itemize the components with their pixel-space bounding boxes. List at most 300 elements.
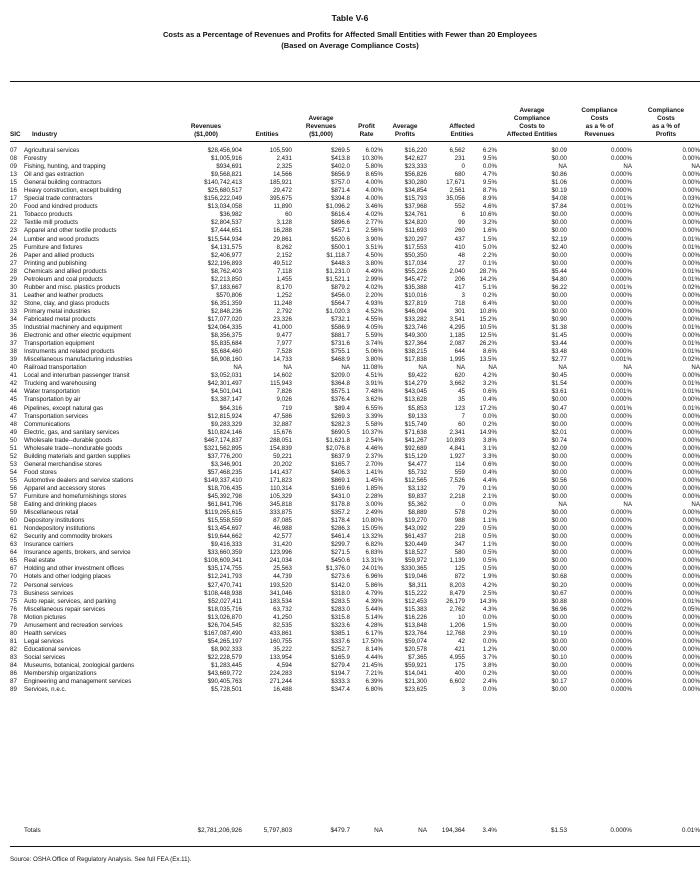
cell-avg-revenues: $376.4 [331, 396, 350, 404]
cell-revenues: $43,669,772 [207, 670, 242, 678]
cell-affected-entities: 8,203 [449, 581, 465, 589]
cell-entities: 29,861 [273, 235, 292, 243]
cell-affected-pct: 5.1% [482, 283, 497, 291]
cell-sic-code: 55 [10, 476, 17, 484]
cell-sic-code: 09 [10, 163, 17, 171]
totals-profit-rate: NA [374, 827, 383, 834]
cell-affected-entities: 35 [458, 396, 465, 404]
cell-entities: 41,250 [273, 613, 292, 621]
cell-revenues: $108,609,341 [204, 557, 242, 565]
cell-industry-name: Security and commodity brokers [24, 533, 113, 541]
cell-affected-pct: 14.3% [479, 597, 497, 605]
cell-avg-compliance-costs: $0.20 [551, 581, 567, 589]
cell-revenues: $7,183,667 [211, 283, 242, 291]
header-industry: Industry [32, 131, 58, 138]
table-row [10, 557, 700, 565]
cell-costs-pct-revenues: 0.000% [611, 662, 632, 669]
cell-avg-compliance-costs: $3.61 [551, 388, 567, 396]
cell-affected-pct: 0.6% [482, 388, 497, 396]
cell-industry-name: Leather and leather products [24, 291, 104, 299]
cell-revenues: $25,680,517 [207, 187, 242, 195]
cell-costs-pct-profits: 0.00% [682, 420, 700, 428]
cell-revenues: $108,448,938 [204, 589, 242, 597]
cell-avg-revenues: $413.8 [331, 155, 350, 163]
cell-profit-rate: 4.02% [365, 283, 383, 291]
cell-avg-compliance-costs: $0.00 [551, 291, 567, 299]
cell-revenues: $167,087,490 [204, 629, 242, 637]
cell-affected-entities: 1,927 [449, 452, 465, 460]
cell-avg-revenues: $282.3 [331, 420, 350, 428]
cell-industry-name: Tobacco products [24, 211, 73, 219]
cell-entities: 60 [285, 211, 292, 219]
cell-avg-compliance-costs: $0.00 [551, 299, 567, 307]
cell-avg-compliance-costs: $0.67 [551, 589, 567, 597]
cell-costs-pct-profits: 0.00% [682, 412, 700, 420]
cell-industry-name: Petroleum and coal products [24, 275, 103, 283]
cell-avg-revenues: $402.0 [331, 163, 350, 171]
cell-revenues: $934,691 [216, 163, 242, 171]
cell-costs-pct-profits: 0.00% [682, 533, 700, 541]
cell-affected-pct: 3.7% [482, 653, 497, 661]
cell-revenues: $2,804,537 [211, 219, 242, 227]
totals-avg-profits: NA [418, 827, 427, 834]
cell-industry-name: Local and interurban passenger transit [24, 372, 130, 380]
cell-revenues: $4,131,575 [211, 243, 242, 251]
cell-affected-pct: 4.4% [482, 476, 497, 484]
cell-avg-compliance-costs: $3.48 [551, 348, 567, 356]
cell-costs-pct-profits: 0.00% [682, 452, 700, 460]
cell-revenues: $467,174,837 [204, 436, 242, 444]
cell-entities: 7,118 [276, 267, 292, 275]
cell-costs-pct-revenues: 0.000% [611, 460, 632, 468]
cell-avg-compliance-costs: $0.00 [551, 517, 567, 525]
cell-avg-compliance-costs: $0.56 [551, 476, 567, 484]
cell-affected-entities: 0 [461, 163, 465, 171]
cell-affected-entities: 231 [454, 155, 465, 163]
cell-revenues: $8,762,403 [211, 267, 242, 275]
cell-avg-profits: $37,968 [404, 203, 427, 211]
cell-affected-pct: 3.1% [482, 444, 497, 452]
cell-affected-pct: 0.0% [482, 686, 497, 694]
cell-profit-rate: 2.54% [365, 436, 383, 444]
cell-revenues: $42,301,497 [207, 380, 242, 388]
cell-revenues: $5,728,501 [211, 686, 242, 694]
cell-revenues: $24,064,335 [207, 324, 242, 332]
cell-costs-pct-revenues: 0.000% [611, 396, 632, 404]
cell-entities: 1,252 [276, 291, 292, 299]
cell-avg-compliance-costs: $0.00 [551, 219, 567, 227]
cell-industry-name: Insurance carriers [24, 541, 74, 549]
cell-affected-pct: 10.6% [479, 211, 497, 219]
cell-costs-pct-revenues: 0.000% [611, 428, 632, 436]
cell-sic-code: 70 [10, 573, 17, 581]
cell-entities: 42,577 [273, 533, 292, 541]
cell-avg-compliance-costs: $0.00 [551, 227, 567, 235]
cell-profit-rate: 6.55% [365, 404, 383, 412]
cell-entities: 224,283 [269, 670, 292, 678]
cell-affected-pct: 10.8% [479, 307, 497, 315]
cell-affected-pct: 3.3% [482, 452, 497, 460]
cell-entities: 11,890 [273, 203, 292, 211]
cell-entities: 333,875 [269, 509, 292, 517]
cell-costs-pct-revenues: 0.000% [611, 452, 632, 460]
cell-avg-profits: $12,453 [404, 597, 427, 605]
cell-profit-rate: 6.82% [365, 541, 383, 549]
cell-costs-pct-profits: 0.00% [682, 549, 700, 557]
cell-sic-code: 56 [10, 484, 17, 492]
cell-costs-pct-profits: 0.00% [682, 147, 700, 154]
table-row [10, 598, 700, 606]
cell-entities: 193,520 [269, 581, 292, 589]
table-row [10, 356, 700, 364]
cell-industry-name: Health services [24, 629, 67, 637]
cell-industry-name: Food and kindred products [24, 203, 98, 211]
table-row [10, 565, 700, 573]
cell-avg-compliance-costs: $0.00 [551, 557, 567, 565]
cell-avg-revenues: $1,376.0 [325, 565, 350, 573]
cell-affected-entities: 2,341 [449, 428, 465, 436]
cell-avg-revenues: $732.1 [331, 315, 350, 323]
cell-revenues: $321,562,895 [204, 444, 242, 452]
cell-sic-code: 17 [10, 195, 17, 203]
cell-entities: 4,594 [276, 662, 292, 669]
cell-costs-pct-profits: 0.00% [682, 621, 700, 629]
cell-costs-pct-profits: 0.00% [682, 259, 700, 267]
cell-sic-code: 52 [10, 452, 17, 460]
cell-affected-pct: 0.0% [482, 637, 497, 645]
cell-affected-pct: 2.5% [482, 589, 497, 597]
cell-sic-code: 20 [10, 203, 17, 211]
cell-industry-name: Motion pictures [24, 613, 66, 621]
cell-avg-compliance-costs: $0.00 [551, 484, 567, 492]
cell-affected-entities: 1,995 [449, 356, 465, 364]
cell-affected-entities: 437 [454, 235, 465, 243]
table-row [10, 469, 700, 477]
cell-costs-pct-revenues: 0.000% [611, 348, 632, 356]
cell-avg-revenues: $283.0 [331, 605, 350, 613]
cell-avg-profits: $45,472 [404, 275, 427, 283]
cell-costs-pct-revenues: 0.000% [611, 372, 632, 380]
cell-affected-pct: 2.2% [482, 251, 497, 259]
cell-entities: 49,512 [273, 259, 292, 267]
cell-entities: 16,288 [273, 227, 292, 235]
cell-costs-pct-revenues: 0.000% [611, 533, 632, 541]
table-row [10, 429, 700, 437]
cell-avg-compliance-costs: $0.00 [551, 493, 567, 501]
cell-avg-compliance-costs: $0.10 [551, 653, 567, 661]
cell-entities: 2,792 [276, 307, 292, 315]
header-profit-rate: Profit Rate [358, 123, 375, 138]
cell-affected-entities: 4,955 [449, 653, 465, 661]
cell-industry-name: Trucking and warehousing [24, 380, 97, 388]
table-row [10, 405, 700, 413]
cell-avg-revenues: $1,521.1 [325, 275, 350, 283]
cell-sic-code: 73 [10, 589, 17, 597]
cell-affected-entities: 114 [455, 460, 465, 468]
table-row [10, 477, 700, 485]
cell-avg-compliance-costs: $0.00 [551, 637, 567, 645]
cell-affected-pct: 0.2% [482, 670, 497, 678]
cell-affected-entities: 1,185 [449, 332, 465, 340]
cell-avg-profits: $13,848 [404, 621, 427, 629]
cell-avg-compliance-costs: $0.00 [551, 211, 567, 219]
cell-affected-pct: 1.1% [482, 541, 497, 549]
cell-avg-compliance-costs: $0.45 [551, 372, 567, 380]
cell-costs-pct-profits: 0.00% [682, 444, 700, 452]
cell-affected-entities: 206 [454, 275, 465, 283]
table-row [10, 396, 700, 404]
cell-avg-revenues: $586.9 [331, 324, 350, 332]
cell-affected-pct: 0.4% [482, 396, 497, 404]
cell-profit-rate: 4.00% [365, 179, 383, 187]
cell-costs-pct-profits: 0.00% [682, 509, 700, 517]
cell-avg-compliance-costs: $0.00 [551, 307, 567, 315]
cell-revenues: $9,283,329 [211, 420, 242, 428]
cell-avg-profits: $34,854 [404, 187, 427, 195]
cell-affected-pct: 2.4% [482, 678, 497, 686]
cell-entities: 271,244 [269, 678, 292, 686]
cell-costs-pct-profits: 0.02% [682, 283, 700, 291]
cell-avg-compliance-costs: $0.00 [551, 621, 567, 629]
totals-revenues: $2,781,206,926 [197, 827, 242, 834]
cell-avg-compliance-costs: $1.54 [551, 380, 567, 388]
cell-costs-pct-revenues: 0.000% [611, 299, 632, 307]
cell-avg-compliance-costs: $0.00 [551, 460, 567, 468]
cell-costs-pct-profits: 0.05% [682, 605, 700, 613]
cell-profit-rate: 3.80% [365, 356, 383, 364]
cell-affected-pct: 1.1% [482, 517, 497, 525]
cell-avg-revenues: $564.7 [331, 299, 350, 307]
cell-industry-name: Chemicals and allied products [24, 267, 107, 275]
cell-profit-rate: 3.74% [365, 340, 383, 348]
cell-affected-entities: 4,841 [449, 444, 465, 452]
cell-profit-rate: 2.77% [365, 219, 383, 227]
cell-sic-code: 48 [10, 420, 17, 428]
table-row [10, 203, 700, 211]
cell-sic-code: 28 [10, 267, 17, 275]
totals-avg-revenues: $479.7 [330, 827, 350, 834]
cell-affected-entities: 125 [454, 565, 465, 573]
cell-entities: 31,420 [273, 541, 292, 549]
cell-entities: 719 [281, 404, 292, 412]
cell-affected-pct: 15.2% [479, 315, 497, 323]
cell-profit-rate: 15.05% [362, 525, 383, 533]
cell-revenues: $13,454,697 [207, 525, 242, 533]
cell-avg-profits: $30,280 [404, 179, 427, 187]
cell-profit-rate: 10.37% [362, 428, 383, 436]
cell-revenues: $13,034,058 [207, 203, 242, 211]
cell-costs-pct-profits: 0.00% [682, 211, 700, 219]
cell-costs-pct-revenues: 0.001% [611, 356, 632, 364]
cell-affected-pct: 26.2% [479, 340, 497, 348]
cell-sic-code: 35 [10, 324, 17, 332]
cell-costs-pct-profits: 0.00% [682, 307, 700, 315]
cell-affected-pct: 8.9% [482, 195, 497, 203]
cell-affected-pct: 0.5% [482, 549, 497, 557]
table-row [10, 211, 700, 219]
cell-profit-rate: 1.41% [365, 468, 383, 476]
header-affected-entities: Affected Entities [449, 123, 475, 138]
cell-avg-revenues: $323.6 [331, 621, 350, 629]
cell-affected-entities: 2,561 [449, 187, 465, 195]
cell-avg-profits: $46,094 [404, 307, 427, 315]
cell-avg-profits: $41,267 [404, 436, 427, 444]
cell-avg-revenues: $1,096.2 [325, 203, 350, 211]
cell-profit-rate: 11.08% [362, 364, 383, 372]
cell-revenues: $26,704,545 [207, 621, 242, 629]
cell-entities: 63,732 [273, 605, 292, 613]
totals-label: Totals [24, 827, 41, 834]
cell-costs-pct-revenues: 0.000% [611, 179, 632, 187]
cell-avg-profits: $10,016 [404, 291, 427, 299]
cell-affected-entities: 35,056 [446, 195, 465, 203]
cell-revenues: $8,902,333 [211, 645, 242, 653]
cell-affected-entities: 2,040 [449, 267, 465, 275]
cell-entities: 345,818 [269, 501, 292, 509]
cell-costs-pct-revenues: 0.000% [611, 493, 632, 501]
cell-affected-pct: 1.6% [482, 227, 497, 235]
cell-avg-profits: $8,889 [408, 509, 427, 517]
cell-avg-compliance-costs: $0.00 [551, 613, 567, 621]
cell-industry-name: Furniture and fixtures [24, 243, 83, 251]
cell-avg-compliance-costs: $2.09 [551, 444, 567, 452]
cell-avg-profits: $9,133 [408, 412, 427, 420]
cell-sic-code: 58 [10, 501, 17, 509]
cell-costs-pct-profits: 0.00% [682, 686, 700, 694]
cell-industry-name: Nondepository institutions [24, 525, 95, 533]
cell-costs-pct-profits: 0.00% [682, 565, 700, 573]
cell-avg-revenues: $896.6 [331, 219, 350, 227]
cell-industry-name: Lumber and wood products [24, 235, 99, 243]
cell-costs-pct-revenues: 0.000% [611, 621, 632, 629]
cell-sic-code: 76 [10, 605, 17, 613]
header-bottom-rule [10, 141, 700, 142]
cell-industry-name: Rubber and misc. plastics products [24, 283, 121, 291]
table-row [10, 437, 700, 445]
cell-industry-name: Furniture and homefurnishings stores [24, 493, 127, 501]
cell-avg-compliance-costs: $6.96 [551, 605, 567, 613]
cell-affected-pct: 8.7% [482, 187, 497, 195]
subtitle-line-1: Costs as a Percentage of Revenues and Profits for Affected Small Entities with Fewer than 20 Employees [163, 30, 537, 39]
cell-affected-pct: 1.5% [482, 235, 497, 243]
cell-costs-pct-profits: 0.00% [682, 493, 700, 501]
cell-avg-compliance-costs: $0.00 [551, 549, 567, 557]
cell-industry-name: Primary metal industries [24, 307, 91, 315]
cell-avg-profits: $27,364 [404, 340, 427, 348]
cell-entities: 14,566 [273, 171, 292, 179]
cell-avg-revenues: $142.0 [331, 581, 350, 589]
header-avg-profits: Average Profits [392, 123, 418, 138]
cell-avg-profits: $92,689 [404, 444, 427, 452]
table-row [10, 163, 700, 171]
cell-sic-code: 39 [10, 356, 17, 364]
cell-sic-code: 26 [10, 251, 17, 259]
cell-profit-rate: 5.06% [365, 348, 383, 356]
cell-profit-rate: 3.00% [365, 501, 383, 509]
cell-entities: 32,887 [273, 420, 292, 428]
cell-avg-profits: $5,362 [408, 501, 427, 509]
cell-industry-name: Miscellaneous repair services [24, 605, 106, 613]
cell-affected-entities: 12,768 [446, 629, 465, 637]
cell-affected-entities: 48 [458, 251, 465, 259]
cell-avg-profits: $17,553 [404, 243, 427, 251]
cell-costs-pct-revenues: 0.000% [611, 629, 632, 637]
cell-affected-pct: 0.0% [482, 501, 497, 509]
cell-affected-pct: 1.9% [482, 573, 497, 581]
data-table-body [10, 147, 700, 694]
cell-revenues: $45,392,798 [207, 493, 242, 501]
cell-avg-compliance-costs: $4.80 [551, 275, 567, 283]
cell-costs-pct-profits: 0.01% [682, 324, 700, 332]
cell-costs-pct-revenues: NA [623, 364, 632, 372]
cell-avg-revenues: $271.5 [331, 549, 350, 557]
cell-avg-revenues: $431.0 [331, 493, 350, 501]
cell-entities: 23,326 [273, 315, 292, 323]
cell-costs-pct-profits: 0.00% [682, 484, 700, 492]
cell-affected-entities: 79 [458, 484, 465, 492]
cell-costs-pct-profits: 0.00% [682, 315, 700, 323]
cell-profit-rate: 5.86% [365, 581, 383, 589]
cell-revenues: $2,848,236 [211, 307, 242, 315]
cell-avg-compliance-costs: $0.00 [551, 541, 567, 549]
cell-entities: 41,000 [273, 324, 292, 332]
cell-costs-pct-revenues: 0.000% [611, 259, 632, 267]
cell-avg-profits: $11,693 [405, 227, 427, 235]
cell-entities: 8,262 [276, 243, 292, 251]
cell-avg-profits: $55,226 [404, 267, 427, 275]
cell-avg-revenues: $468.9 [331, 356, 350, 364]
cell-avg-profits: $19,270 [404, 517, 427, 525]
table-row [10, 236, 700, 244]
cell-avg-compliance-costs: $0.68 [551, 573, 567, 581]
cell-avg-compliance-costs: $1.38 [551, 324, 567, 332]
cell-sic-code: 83 [10, 653, 17, 661]
table-row [10, 614, 700, 622]
cell-profit-rate: 10.80% [362, 517, 383, 525]
cell-revenues: $27,470,741 [207, 581, 242, 589]
cell-costs-pct-profits: 0.01% [682, 597, 700, 605]
header-sic: SIC [10, 131, 21, 138]
cell-affected-pct: 0.1% [482, 259, 497, 267]
totals-entities: 5,797,803 [263, 827, 292, 834]
cell-entities: 14,602 [273, 372, 292, 380]
cell-sic-code: 32 [10, 299, 17, 307]
cell-profit-rate: 2.20% [365, 291, 383, 299]
cell-affected-pct: 0.1% [482, 484, 497, 492]
cell-industry-name: Miscellaneous manufacturing industries [24, 356, 133, 364]
cell-industry-name: Services, n.e.c. [24, 686, 67, 694]
cell-revenues: $149,337,410 [204, 476, 242, 484]
cell-affected-entities: 17,671 [446, 179, 465, 187]
cell-industry-name: Business services [24, 589, 74, 597]
cell-industry-name: Auto repair, services, and parking [24, 597, 116, 605]
cell-affected-entities: 552 [454, 203, 465, 211]
cell-costs-pct-revenues: 0.001% [611, 203, 632, 211]
table-row [10, 244, 700, 252]
cell-sic-code: 61 [10, 525, 17, 533]
cell-profit-rate: 7.21% [365, 670, 383, 678]
cell-affected-pct: 0.4% [482, 468, 497, 476]
cell-revenues: $1,005,916 [211, 155, 242, 163]
table-row [10, 646, 700, 654]
cell-profit-rate: 3.51% [365, 243, 383, 251]
cell-costs-pct-revenues: 0.000% [611, 525, 632, 533]
table-row [10, 276, 700, 284]
cell-industry-name: Printing and publishing [24, 259, 87, 267]
cell-profit-rate: 8.65% [365, 171, 383, 179]
cell-avg-profits: $15,222 [404, 589, 427, 597]
cell-sic-code: 25 [10, 243, 17, 251]
